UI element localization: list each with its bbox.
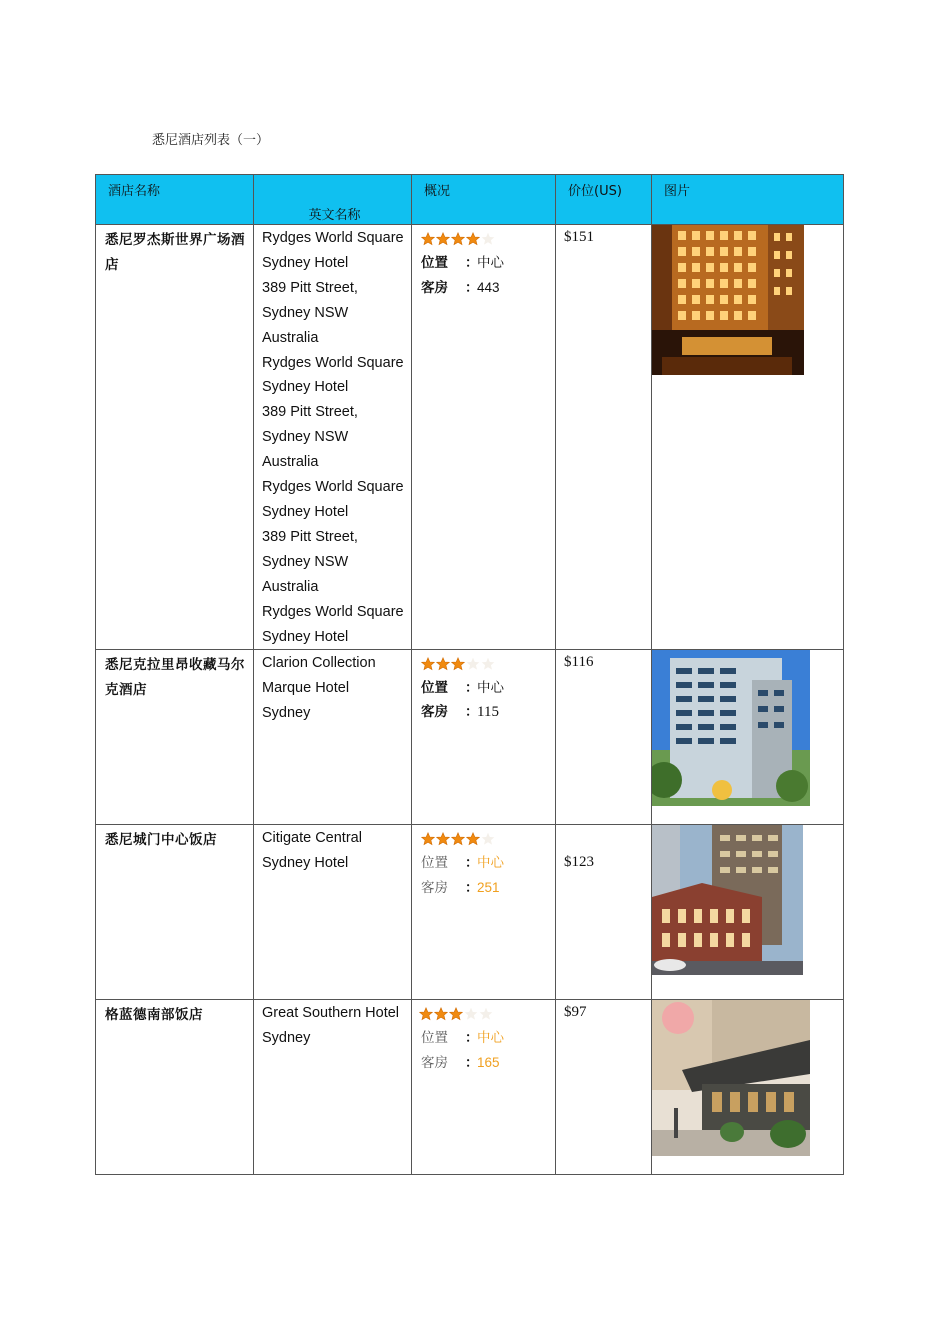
rooms-value: 115	[477, 704, 499, 721]
star-icon	[449, 1007, 463, 1021]
hotel-image-cell	[652, 650, 844, 825]
header-row	[96, 175, 844, 225]
star-icon	[419, 1007, 433, 1021]
location-value: 中心	[477, 255, 504, 270]
hotel-cn-name: 悉尼城门中心饭店	[105, 832, 217, 849]
hotel-heritage-photo	[652, 825, 803, 975]
hotel-en-name-cell	[254, 225, 412, 650]
rooms-label: 客房	[421, 704, 448, 721]
header-cn-name: 酒店名称	[96, 175, 254, 225]
location-label: 位置	[421, 255, 448, 271]
table-row	[96, 225, 844, 650]
hotel-en-name: Citigate Central Sydney Hotel	[262, 830, 362, 872]
en-word: Marque Hotel	[262, 680, 350, 697]
hotel-price: $97	[564, 1004, 587, 1021]
hotel-price-cell	[556, 825, 652, 1000]
star-icon	[466, 832, 480, 846]
hotel-en-name-cell	[254, 825, 412, 1000]
star-icon	[451, 232, 465, 246]
rooms-value: 251	[477, 880, 500, 896]
star-icon	[421, 232, 435, 246]
star-icon	[451, 657, 465, 671]
hotel-cn-name-cell	[96, 825, 254, 1000]
star-empty-icon	[479, 1007, 493, 1021]
header-en-name: 英文名称	[254, 175, 412, 225]
hotel-cn-name-cell	[96, 1000, 254, 1175]
hotel-overview-cell: 位置 ： 中心 客房 ： 115	[412, 650, 556, 825]
star-icon	[421, 657, 435, 671]
hotel-cn-name-cell	[96, 650, 254, 825]
hotel-overview-cell: 位置 ： 中心 客房 ： 251	[412, 825, 556, 1000]
star-rating	[421, 228, 549, 250]
hotel-image-cell	[652, 225, 844, 650]
rooms-value: 165	[477, 1055, 500, 1071]
hotel-cn-name: 格蓝德南部饭店	[105, 1007, 203, 1024]
header-price: 价位(US)	[556, 175, 652, 225]
page-title: 悉尼酒店列表（一）	[152, 133, 270, 148]
star-empty-icon	[481, 832, 495, 846]
location-value: 中心	[477, 855, 504, 871]
star-rating	[421, 828, 549, 850]
hotel-price: $123	[564, 854, 594, 871]
star-icon	[434, 1007, 448, 1021]
star-icon	[421, 832, 435, 846]
hotel-price-cell	[556, 650, 652, 825]
en-word: Clarion Collection	[262, 655, 376, 672]
location-label: 位置	[421, 1030, 448, 1047]
hotel-overview-cell: 位置 ： 中心 客房 ： 443	[412, 225, 556, 650]
rooms-value: 443	[477, 280, 500, 295]
location-value: 中心	[477, 1030, 504, 1046]
hotel-en-name-cell	[254, 650, 412, 825]
hotel-overview-cell: 位置 ： 中心 客房 ： 165	[412, 1000, 556, 1175]
hotel-en-name-cell	[254, 1000, 412, 1175]
star-icon	[436, 832, 450, 846]
hotel-cn-name-cell	[96, 225, 254, 650]
hotel-en-name: Rydges World Square Sydney Hotel 389 Pitt Street, Sydney NSW Australia Rydges World Square Sydney Hotel 389 Pitt Street, Sydney NSW Australia Rydges World Square Sydney Hotel 389 Pitt Street, Sydney NSW Australia Rydges World Square Sydney Hotel	[262, 230, 404, 645]
hotel-cn-name: 悉尼罗杰斯世界广场酒店	[105, 232, 245, 273]
hotel-price: $116	[564, 654, 594, 671]
star-rating	[419, 1003, 549, 1025]
star-icon	[436, 232, 450, 246]
hotel-table	[95, 174, 844, 1175]
hotel-street-photo	[652, 1000, 810, 1156]
star-icon	[451, 832, 465, 846]
star-rating	[421, 653, 549, 675]
location-label: 位置	[421, 855, 448, 872]
hotel-price: $151	[564, 229, 594, 245]
star-empty-icon	[481, 657, 495, 671]
location-label: 位置	[421, 680, 448, 697]
hotel-tower-photo	[652, 225, 804, 375]
hotel-price-cell	[556, 225, 652, 650]
header-image: 图片	[652, 175, 844, 225]
hotel-image-cell	[652, 1000, 844, 1175]
header-overview: 概况	[412, 175, 556, 225]
rooms-label: 客房	[421, 1055, 448, 1072]
hotel-cn-name: 悉尼克拉里昂收藏马尔克酒店	[105, 657, 245, 699]
star-empty-icon	[466, 657, 480, 671]
star-icon	[436, 657, 450, 671]
table-row	[96, 650, 844, 825]
star-empty-icon	[481, 232, 495, 246]
hotel-highrise-photo	[652, 650, 810, 806]
hotel-en-name: Great Southern Hotel Sydney	[262, 1005, 400, 1047]
star-empty-icon	[464, 1007, 478, 1021]
star-icon	[466, 232, 480, 246]
hotel-price-cell	[556, 1000, 652, 1175]
table-row	[96, 825, 844, 1000]
rooms-label: 客房	[421, 880, 448, 897]
table-row	[96, 1000, 844, 1175]
hotel-image-cell	[652, 825, 844, 1000]
rooms-label: 客房	[421, 280, 448, 296]
location-value: 中心	[477, 680, 504, 696]
hotel-en-name: Clarion Collection Marque Hotel Sydney	[254, 650, 411, 726]
